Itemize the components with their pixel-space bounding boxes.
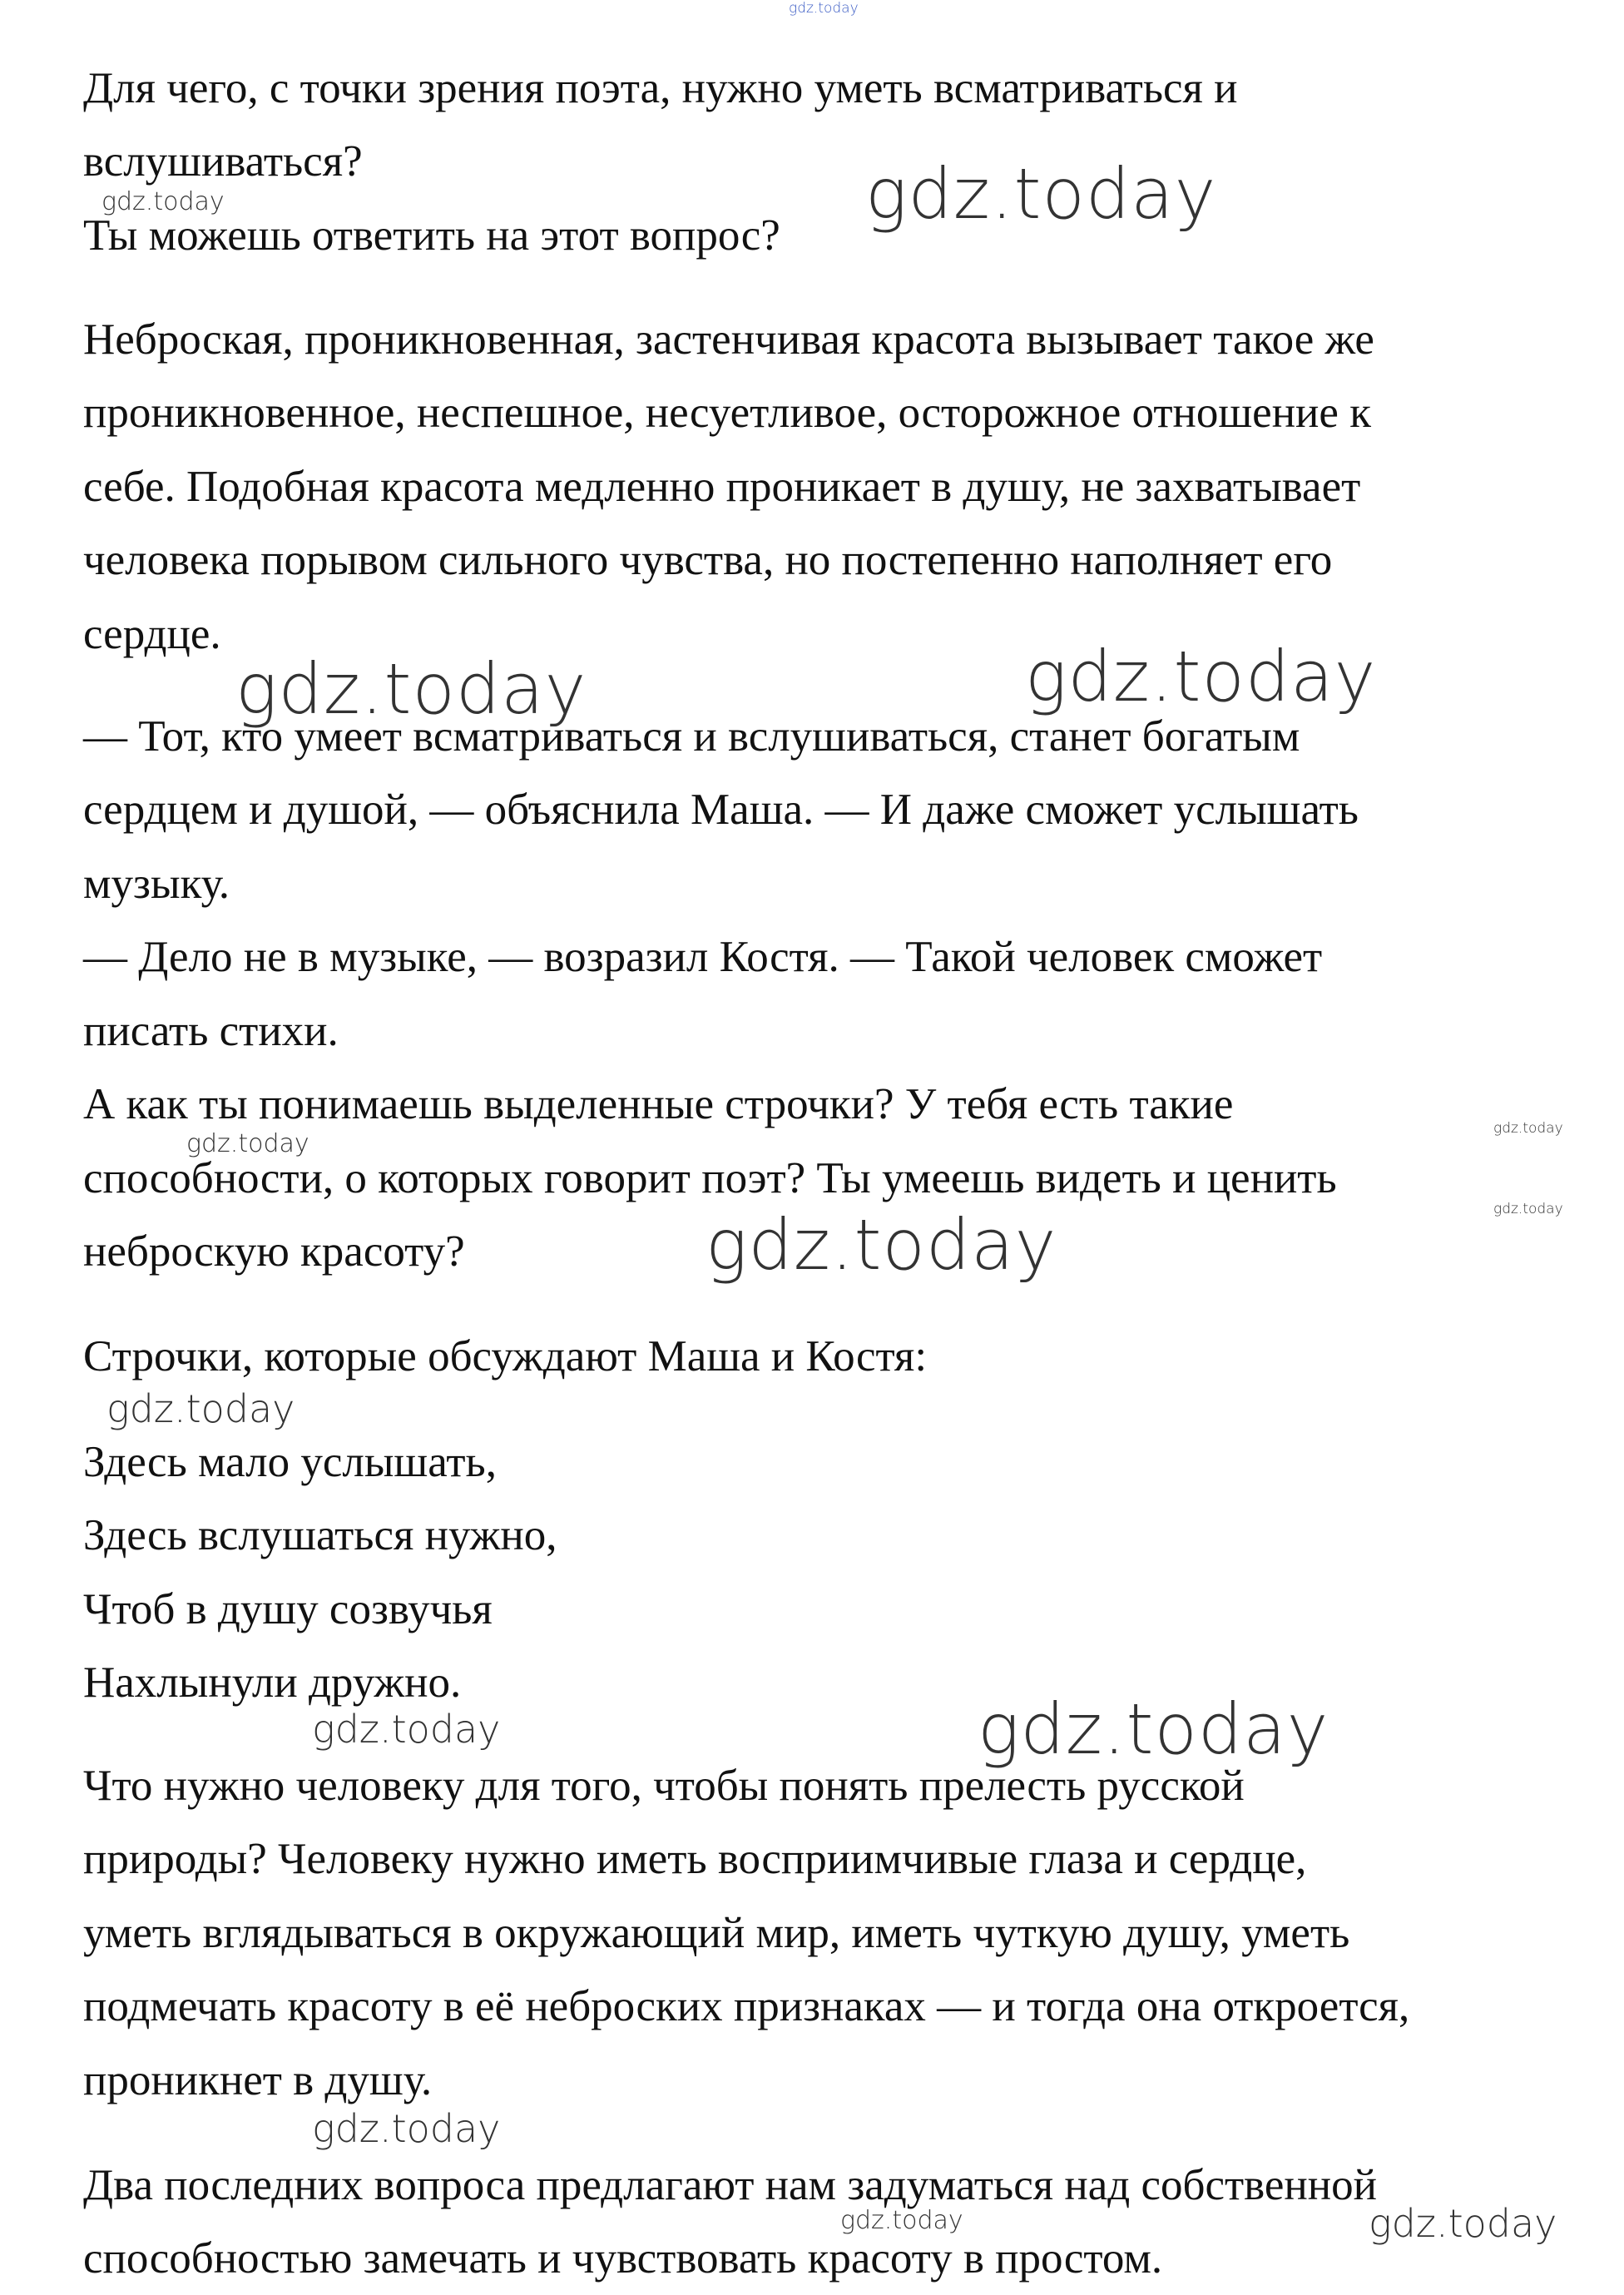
conclusion-line: способностью замечать и чувствовать красоту в простом. [83,2234,1163,2283]
watermark: gdz.today [106,1386,295,1431]
watermark: gdz.today [186,1129,309,1158]
answer-line: Неброская, проникновенная, застенчивая красота вызывает такое же [83,315,1374,364]
question-line: вслушиваться? [83,137,363,186]
conclusion-line: Два последних вопроса предлагают нам задуматься над собственной [83,2161,1377,2209]
watermark: gdz.today [1025,636,1377,717]
watermark: gdz.today [1493,1120,1563,1137]
answer-line: Что нужно человеку для того, чтобы понять прелесть русской [83,1762,1245,1810]
poem-line: Чтоб в душу созвучья [83,1585,493,1633]
watermark-top: gdz.today [789,0,859,17]
watermark: gdz.today [312,2106,501,2151]
question-line: Для чего, с точки зрения поэта, нужно уметь всматриваться и [83,64,1238,112]
answer-line: человека порывом сильного чувства, но постепенно наполняет его [83,536,1333,584]
dialog-line: музыку. [83,860,230,908]
watermark: gdz.today [978,1688,1329,1770]
poem-intro: Строчки, которые обсуждают Маша и Костя: [83,1332,928,1380]
answer-line: проникнет в душу. [83,2056,433,2104]
watermark: gdz.today [1493,1201,1563,1217]
answer-line: проникновенное, неспешное, несуетливое, осторожное отношение к [83,389,1371,437]
watermark: gdz.today [1369,2201,1557,2246]
watermark: gdz.today [312,1707,501,1752]
watermark: gdz.today [865,153,1217,235]
poem-line: Нахлынули дружно. [83,1658,462,1707]
dialog-line: неброскую красоту? [83,1227,465,1276]
watermark: gdz.today [102,187,225,216]
poem-line: Здесь вслушаться нужно, [83,1511,557,1559]
answer-line: подмечать красоту в её неброских признаках — и тогда она откроется, [83,1982,1410,2030]
answer-line: себе. Подобная красота медленно проникает в душу, не захватывает [83,463,1361,511]
answer-line: сердце. [83,610,221,658]
watermark: gdz.today [706,1204,1057,1286]
watermark: gdz.today [235,648,587,730]
watermark: gdz.today [840,2206,963,2235]
answer-line: природы? Человеку нужно иметь восприимчивые глаза и сердце, [83,1835,1307,1883]
question-line: Ты можешь ответить на этот вопрос? [83,211,780,260]
dialog-line: писать стихи. [83,1007,339,1055]
dialog-line: А как ты понимаешь выделенные строчки? У тебя есть такие [83,1080,1234,1128]
answer-line: уметь вглядываться в окружающий мир, иметь чуткую душу, уметь [83,1909,1350,1957]
dialog-line: способности, о которых говорит поэт? Ты умеешь видеть и ценить [83,1154,1337,1202]
dialog-line: — Тот, кто умеет всматриваться и вслушиваться, станет богатым [83,712,1300,761]
dialog-line: — Дело не в музыке, — возразил Костя. — Такой человек сможет [83,933,1323,981]
poem-line: Здесь мало услышать, [83,1438,497,1486]
dialog-line: сердцем и душой, — объяснила Маша. — И даже сможет услышать [83,786,1359,834]
